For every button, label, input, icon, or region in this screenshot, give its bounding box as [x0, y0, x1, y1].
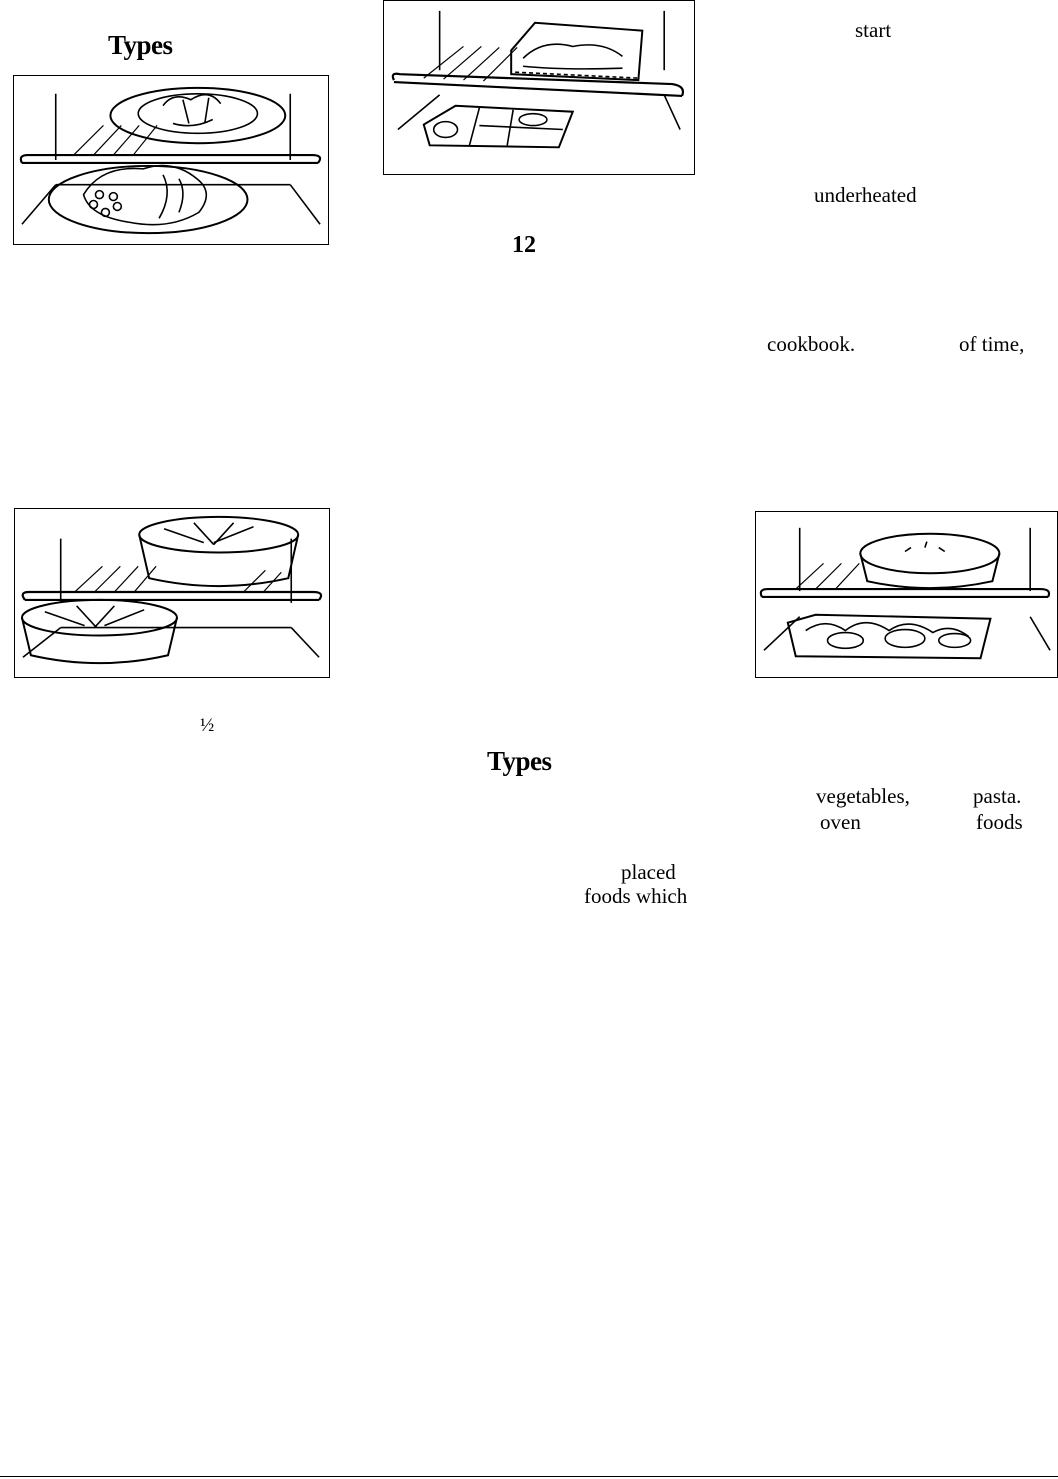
- oven-pot-pies-illustration: [14, 508, 330, 678]
- section-heading-types: Types: [108, 30, 173, 60]
- section-heading-types-mid: Types: [487, 746, 552, 776]
- text-fragment-foods: foods: [976, 810, 1023, 834]
- text-fragment-foods-which: foods which: [584, 884, 688, 908]
- text-fragment-of-time: of time,: [959, 332, 1025, 356]
- oven-roast-illustration: [13, 75, 329, 245]
- text-fragment-oven: oven: [820, 810, 861, 834]
- page-number: 12: [512, 232, 536, 258]
- text-fragment-half: ½: [200, 715, 215, 736]
- page-bottom-rule: [0, 1476, 1058, 1477]
- oven-pie-illustration: [755, 511, 1058, 678]
- text-fragment-placed: placed: [621, 860, 676, 884]
- oven-tv-dinner-illustration: [383, 0, 695, 175]
- text-fragment-cookbook: cookbook.: [767, 332, 856, 356]
- text-fragment-underheated: underheated: [814, 183, 917, 207]
- text-fragment-pasta: pasta.: [973, 784, 1022, 808]
- text-fragment-start: start: [855, 18, 892, 42]
- text-fragment-vegetables: vegetables,: [816, 784, 910, 808]
